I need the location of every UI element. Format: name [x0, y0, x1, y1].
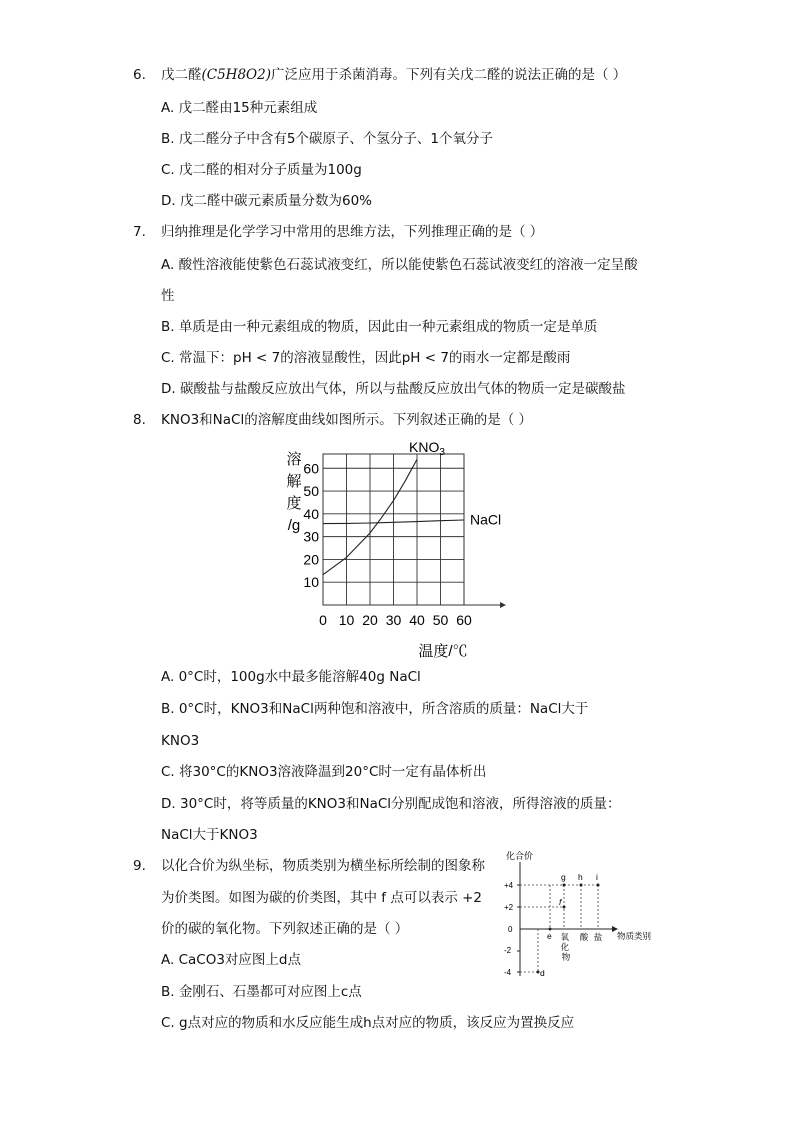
chart-y-tick-label: 10	[303, 574, 319, 591]
cat-acid: 酸	[579, 932, 589, 942]
chart-y-label-char: /g	[287, 517, 301, 534]
q8-number: 8.	[133, 412, 146, 428]
chart-y-tick-label: 40	[303, 505, 319, 522]
ytick-plus4: +4	[504, 881, 514, 890]
q9-stem-line1: 以化合价为纵坐标，物质类别为横坐标所绘制的图象称	[161, 858, 485, 874]
q8-option-d[interactable]: D. 30°C时，将等质量的KNO3和NaCl分别配成饱和溶液，所得溶液的质量：	[161, 796, 621, 812]
ytick-minus2: -2	[504, 946, 512, 955]
q7-option-d[interactable]: D. 碳酸盐与盐酸反应放出气体，所以与盐酸反应放出气体的物质一定是碳酸盐	[161, 381, 626, 397]
point-g: g	[561, 872, 566, 882]
q9-stem-line3: 价的碳的氧化物。下列叙述正确的是（ ）	[161, 921, 409, 937]
point-d: d	[540, 968, 545, 978]
q6-option-d[interactable]: D. 戊二醛中碳元素质量分数为60%	[161, 193, 372, 209]
q6-option-a[interactable]: A. 戊二醛由15种元素组成	[161, 100, 318, 116]
chart-legend-kno3: $KNO_3$	[409, 439, 445, 458]
q7-option-a-cont: 性	[161, 288, 175, 304]
ytick-minus4: -4	[504, 968, 512, 977]
q6-stem	[161, 66, 626, 84]
q7-stem: 归纳推理是化学学习中常用的思维方法，下列推理正确的是（ ）	[161, 224, 544, 240]
chart-x-tick-label: 0	[319, 612, 327, 628]
q8-option-a[interactable]: A. 0°C时，100g水中最多能溶解40g NaCl	[161, 669, 421, 685]
point-e: e	[547, 931, 552, 941]
chart-y-label-char: 解	[286, 473, 302, 490]
chart-y-tick-label: 30	[303, 528, 319, 545]
cat-salt: 盐	[593, 932, 603, 942]
valence-class-diagram	[500, 848, 665, 978]
q9-number: 9.	[133, 858, 146, 874]
q8-option-d-cont: NaCl大于KNO3	[161, 827, 258, 843]
chart-y-tick-label: 50	[303, 483, 319, 500]
point-i: i	[596, 872, 598, 882]
solubility-chart	[280, 438, 540, 663]
q7-option-b[interactable]: B. 单质是由一种元素组成的物质，因此由一种元素组成的物质一定是单质	[161, 319, 598, 335]
q8-stem: KNO3和NaCl的溶解度曲线如图所示。下列叙述正确的是（ ）	[161, 412, 533, 428]
point-f: f	[559, 897, 562, 907]
q9-option-c[interactable]: C. g点对应的物质和水反应能生成h点对应的物质，该反应为置换反应	[161, 1015, 575, 1031]
q9-option-b[interactable]: B. 金刚石、石墨都可对应图上c点	[161, 984, 362, 1000]
chart-y-tick-label: 60	[303, 460, 319, 477]
q7-option-c[interactable]: C. 常温下：pH < 7的溶液显酸性，因此pH < 7的雨水一定都是酸雨	[161, 350, 571, 366]
chart-x-label: 温度/℃	[418, 643, 468, 660]
q6-stem-a: 戊二醛	[161, 67, 202, 83]
q6-option-b[interactable]: B. 戊二醛分子中含有5个碳原子、个氢分子、1个氧分子	[161, 131, 494, 147]
q6-number: 6.	[133, 67, 146, 83]
chart-y-label-char: 溶	[286, 451, 302, 468]
q8-option-c[interactable]: C. 将30°C的KNO3溶液降温到20°C时一定有晶体析出	[161, 764, 487, 780]
diagram-x-title: 物质类别	[617, 931, 652, 941]
chart-x-arrow	[500, 602, 506, 608]
chart-x-tick-label: 50	[432, 612, 449, 628]
q7-number: 7.	[133, 224, 146, 240]
q6-stem-b: 广泛应用于杀菌消毒。下列有关戊二醛的说法正确的是（ ）	[270, 67, 627, 83]
q6-formula: (C5H8O2)	[201, 67, 271, 83]
ytick-plus2: +2	[504, 903, 514, 912]
chart-x-tick-label: 60	[456, 612, 472, 628]
point-h: h	[578, 872, 583, 882]
q9-stem-line2: 为价类图。如图为碳的价类图，其中 f 点可以表示 +2	[161, 890, 483, 906]
chart-y-label-char: 度	[286, 495, 302, 512]
chart-x-tick-label: 40	[409, 612, 425, 628]
q8-option-b[interactable]: B. 0°C时，KNO3和NaCl两种饱和溶液中，所含溶质的质量：NaCl大于	[161, 701, 589, 717]
q8-option-b-cont: KNO3	[161, 733, 200, 749]
chart-x-tick-label: 30	[385, 612, 402, 628]
q9-option-a[interactable]: A. CaCO3对应图上d点	[161, 952, 301, 968]
cat-oxide: 氧 化 物	[560, 932, 571, 962]
q7-option-a[interactable]: A. 酸性溶液能使紫色石蕊试液变红，所以能使紫色石蕊试液变红的溶液一定呈酸	[161, 257, 638, 273]
chart-y-tick-label: 20	[303, 551, 319, 568]
chart-legend-nacl: NaCl	[470, 511, 502, 528]
chart-x-tick-label: 10	[338, 612, 355, 628]
chart-x-tick-label: 20	[362, 612, 378, 628]
ytick-0: 0	[508, 925, 513, 934]
q6-option-c[interactable]: C. 戊二醛的相对分子质量为100g	[161, 162, 362, 178]
diagram-y-title: 化合价	[506, 851, 534, 861]
